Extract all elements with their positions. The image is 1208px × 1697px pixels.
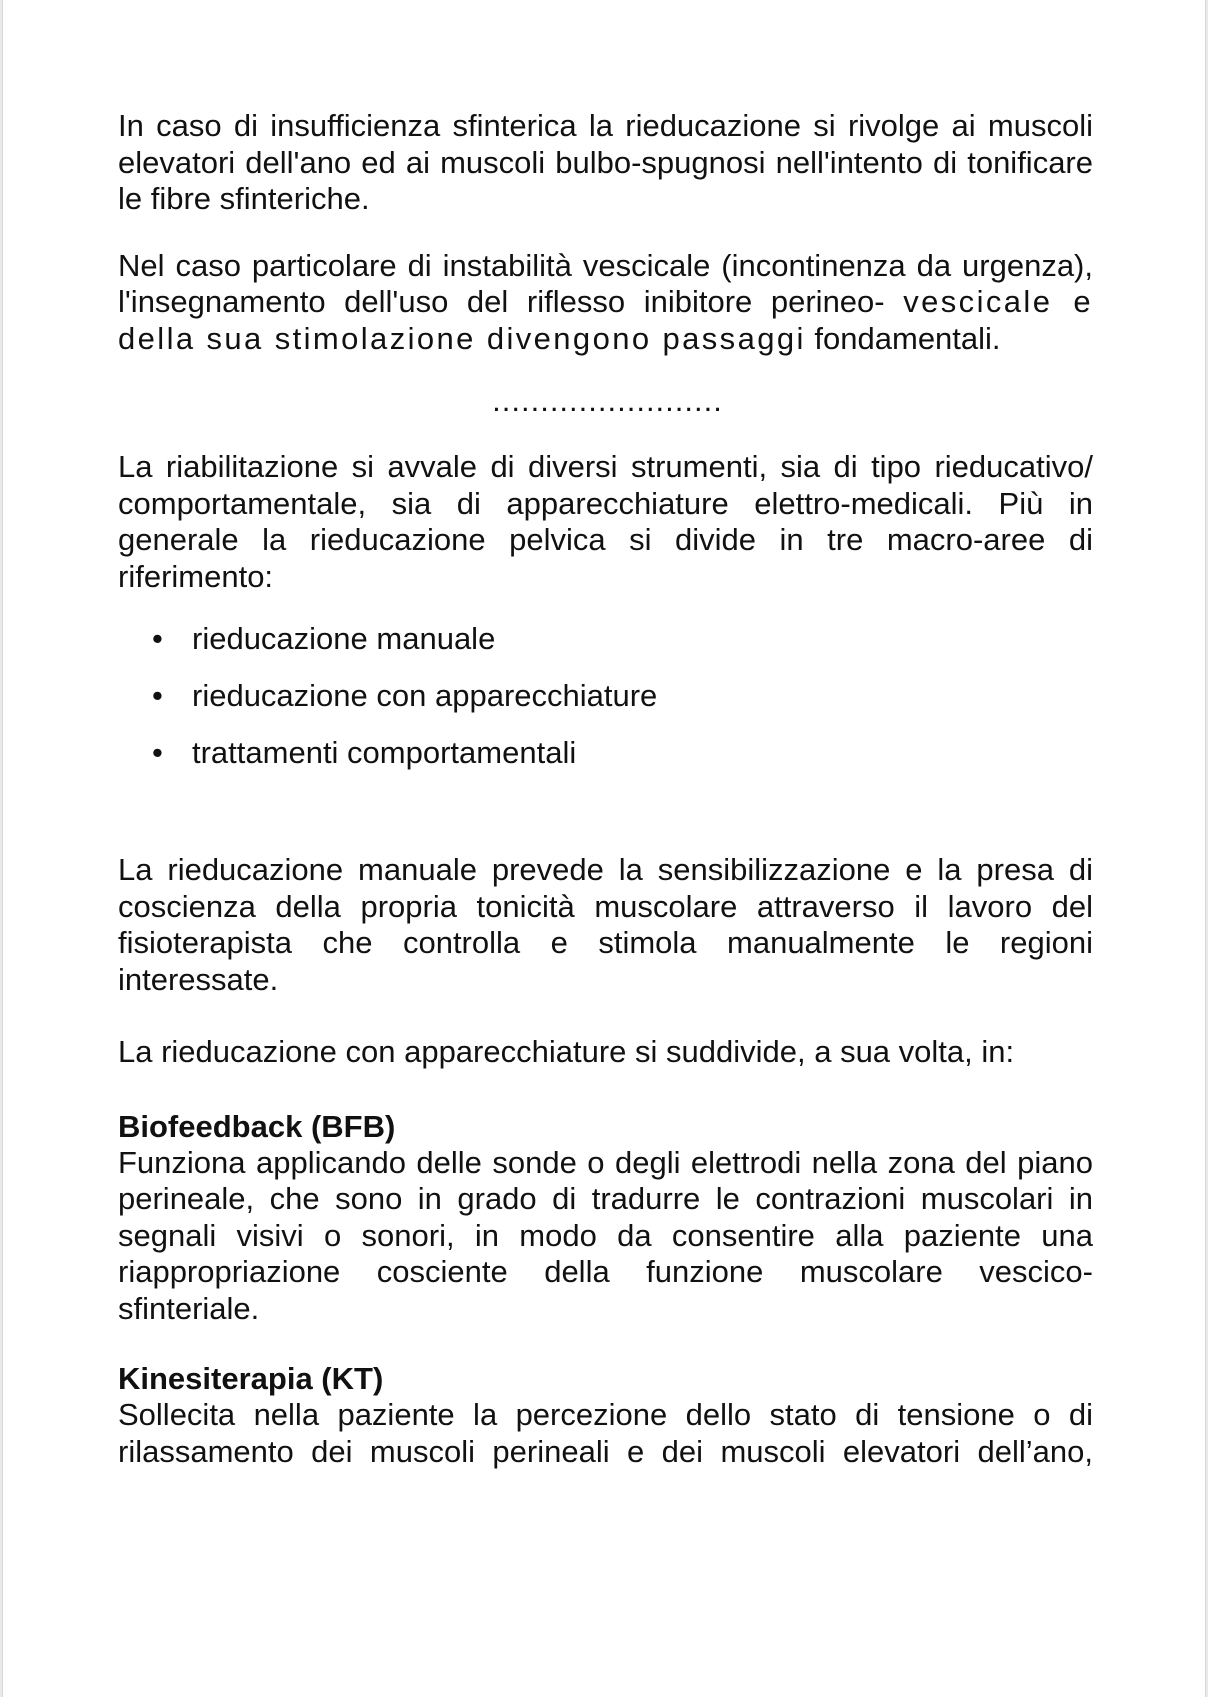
list-item-label: rieducazione manuale <box>192 621 496 656</box>
bullet-icon: • <box>152 735 163 770</box>
section-heading-biofeedback: Biofeedback (BFB) <box>118 1108 396 1144</box>
bullet-icon: • <box>152 621 163 656</box>
paragraph-instabilita-vescicale <box>118 248 1093 358</box>
list-item-label: trattamenti comportamentali <box>192 735 577 770</box>
section-separator: ........................ <box>492 383 723 418</box>
paragraph-instabilita-spaced: vescicale e della sua stimolazione divengono passaggi <box>118 284 1093 356</box>
bullet-icon: • <box>152 678 163 713</box>
paragraph-instabilita-end: fondamentali. <box>814 320 1001 356</box>
macro-areas-list <box>118 621 1093 792</box>
document-page <box>2 0 1206 1697</box>
paragraph-insufficienza-sfinterica: In caso di insufficienza sfinterica la rieducazione si rivolge ai muscoli elevatori dell'ano ed ai muscoli bulbo-spugnosi nell'intento di tonificare le fibre sfinteriche. <box>118 108 1093 216</box>
section-body-biofeedback: Funziona applicando delle sonde o degli elettrodi nella zona del piano perineale, che sono in grado di tradurre le contrazioni muscolari in segnali visivi o sonori, in modo da consentire alla paziente una riappropriazione cosciente della funzione muscolare vescico-sfinteriale. <box>118 1144 1093 1326</box>
section-heading-kinesiterapia: Kinesiterapia (KT) <box>118 1361 384 1396</box>
list-item <box>118 678 1093 735</box>
document-body <box>118 108 1093 1470</box>
paragraph-rieducazione-apparecchiature: La rieducazione con apparecchiature si suddivide, a sua volta, in: <box>118 1034 1015 1069</box>
list-item-label: rieducazione con apparecchiature <box>192 678 658 713</box>
paragraph-instabilita-start: Nel caso particolare di instabilità vescicale (incontinenza da urgenza), l'insegnamento dell'uso del riflesso inibitore perineo- <box>118 247 1093 319</box>
paragraph-rieducazione-manuale: La rieducazione manuale prevede la sensibilizzazione e la presa di coscienza della propria tonicità muscolare attraverso il lavoro del fisioterapista che controlla e stimola manualmente le regioni interessate. <box>118 852 1093 997</box>
list-item <box>118 735 1093 792</box>
paragraph-riabilitazione: La riabilitazione si avvale di diversi strumenti, sia di tipo rieducativo/ comportamentale, sia di apparecchiature elettro-medicali. Più in generale la rieducazione pelvica si divide in tre macro-aree di riferimento: <box>118 449 1093 594</box>
list-item <box>118 621 1093 678</box>
section-body-kinesiterapia: Sollecita nella paziente la percezione dello stato di tensione o di rilassamento dei muscoli perineali e dei muscoli elevatori dell’ano, <box>118 1397 1093 1469</box>
